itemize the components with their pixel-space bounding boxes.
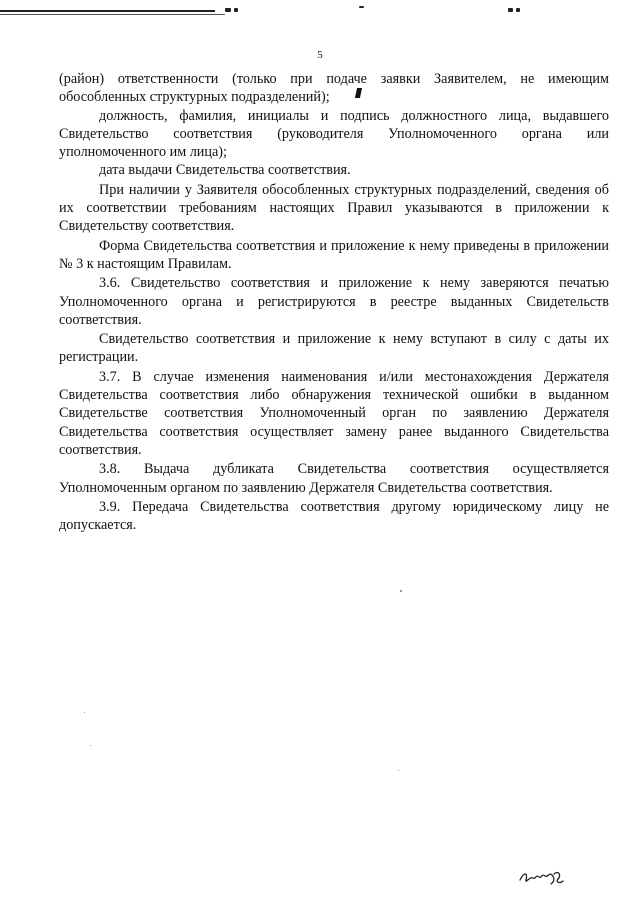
document-body: [59, 70, 609, 534]
scan-speck: [400, 590, 402, 592]
scan-speck: [84, 712, 85, 713]
scan-speck: [398, 770, 399, 771]
scan-speck: [90, 745, 91, 746]
section-3-9: 3.9. Передача Свидетельства соответствия другому юридическому лицу не допускается.: [59, 498, 609, 534]
section-3-7: 3.7. В случае изменения наименования и/или местонахождения Держателя Свидетельства соответствия либо обнаружения технической ошибки в выданном Свидетельстве соответствия Уполномоченный орган по заявлению Держателя Свидетельства соответствия осуществляет замену ранее выданного Свидетельства соответствия.: [59, 368, 609, 458]
paragraph-3: дата выдачи Свидетельства соответствия.: [99, 162, 351, 179]
paragraph-2: должность, фамилия, инициалы и подпись должностного лица, выдавшего Свидетельство соответствия (руководителя Уполномоченного органа или уполномоченного им лица);: [59, 107, 609, 161]
paragraph-7: Свидетельство соответствия и приложение к нему вступают в силу с даты их регистрации.: [59, 331, 609, 366]
scan-mark: [234, 8, 238, 12]
scan-line: [0, 10, 215, 12]
paragraph-1: (район) ответственности (только при подаче заявки Заявителем, не имеющим обособленных структурных подразделений);: [59, 71, 609, 106]
initials-signature: [518, 866, 568, 888]
scan-mark: [225, 8, 231, 12]
paragraph-5: Форма Свидетельства соответствия и приложение к нему приведены в приложении № 3 к настоящим Правилам.: [59, 237, 609, 272]
scan-mark: [359, 6, 364, 8]
scan-line: [0, 14, 225, 15]
scan-header-artifacts: [0, 0, 640, 22]
page-number: 5: [317, 49, 323, 61]
section-3-6: 3.6. Свидетельство соответствия и приложение к нему заверяются печатью Уполномоченного органа и регистрируются в реестре выданных Свидетельств соответствия.: [59, 275, 609, 328]
section-3-8: 3.8. Выдача дубликата Свидетельства соответствия осуществляется Уполномоченным органом по заявлению Держателя Свидетельства соответствия.: [59, 461, 609, 496]
paragraph-4: При наличии у Заявителя обособленных структурных подразделений, сведения об их соответствии требованиям настоящих Правил указываются в приложении к Свидетельству соответствия.: [59, 181, 609, 235]
scan-mark: [508, 8, 513, 12]
scan-mark: [516, 8, 520, 12]
